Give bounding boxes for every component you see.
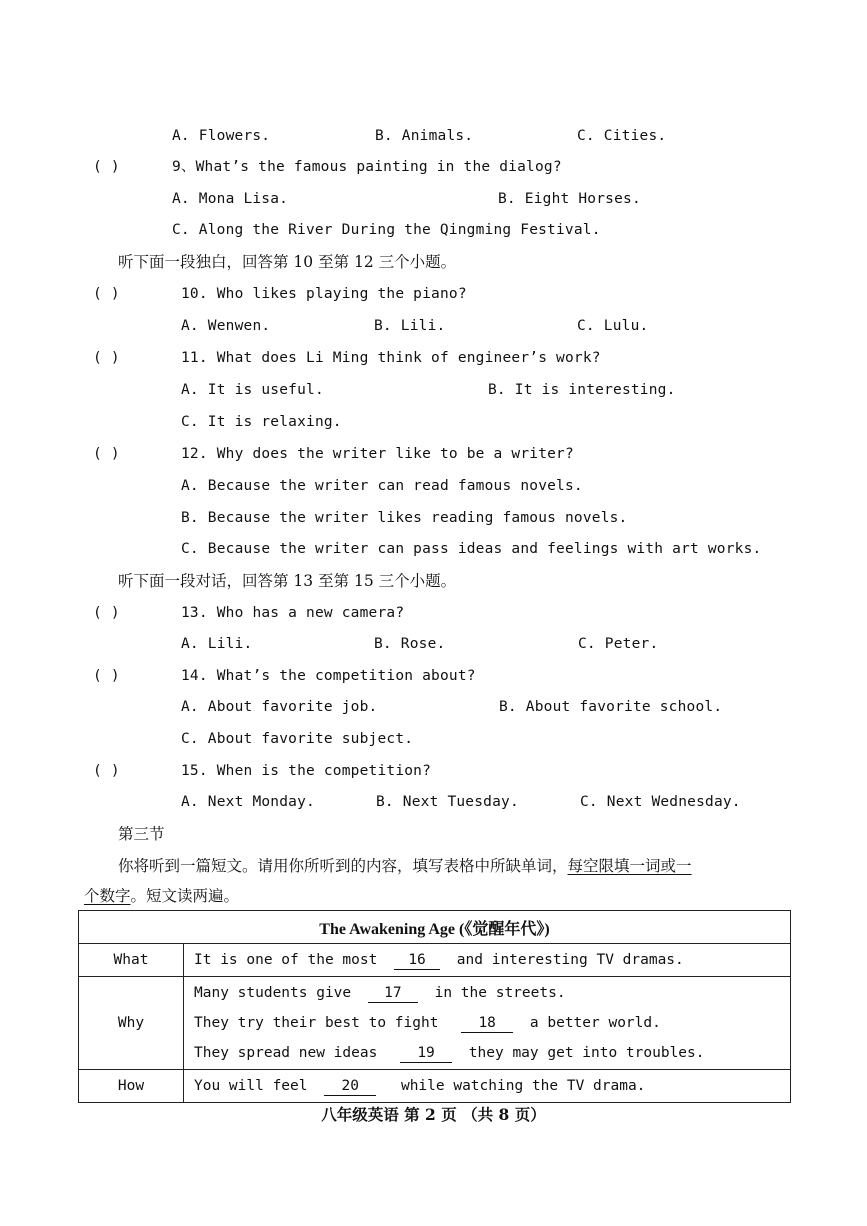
q14-stem: 14. What’s the competition about? [181,668,476,684]
q13-option-b: B. Rose. [374,636,446,652]
q12-option-b: B. Because the writer likes reading famous novels. [181,510,628,526]
q12-option-a: A. Because the writer can read famous novels. [181,478,583,494]
q9-answer-paren[interactable]: ( ) [93,159,120,175]
row-content-how [184,1070,791,1103]
page-footer: 八年级英语 第 2 页 （共 8 页） [321,1105,546,1124]
section-3-desc-part1: 你将听到一篇短文。请用你所听到的内容，填写表格中所缺单词， [118,857,568,875]
q11-stem: 11. What does Li Ming think of engineer’s work? [181,350,601,366]
line-text-before: They try their best to fight [194,1015,439,1031]
section-3-desc-line1 [118,856,692,876]
section-3-desc-part2: 。短文读两遍。 [130,887,240,905]
q12-option-c: C. Because the writer can pass ideas and feelings with art works. [181,541,762,557]
section-3-title: 第三节 [118,825,165,843]
section-3-desc-underlined-1: 每空限填一词或一 [567,857,692,875]
blank-19[interactable]: 19 [400,1044,452,1063]
section-3-desc-underlined-2: 个数字 [84,887,131,905]
q12-stem: 12. Why does the writer like to be a writer? [181,446,574,462]
table-title: The Awakening Age (《觉醒年代》) [79,911,791,944]
q13-option-a: A. Lili. [181,636,253,652]
q9-option-b: B. Eight Horses. [498,191,641,207]
blank-16[interactable]: 16 [394,951,440,970]
table-line [194,1038,789,1068]
table-line [194,978,789,1008]
row-content-what [184,944,791,977]
q11-option-b: B. It is interesting. [488,382,676,398]
q9-stem: 9、What’s the famous painting in the dialog? [172,159,562,175]
line-text-after: while watching the TV drama. [400,1078,646,1094]
q13-stem: 13. Who has a new camera? [181,605,405,621]
line-text-before: It is one of the most [194,952,378,968]
q13-answer-paren[interactable]: ( ) [93,605,120,621]
q14-answer-paren[interactable]: ( ) [93,668,120,684]
q15-stem: 15. When is the competition? [181,763,432,779]
q8-option-b: B. Animals. [375,128,474,144]
table-line [194,1071,789,1101]
table-line [194,945,789,975]
line-text-before: They spread new ideas [194,1045,378,1061]
row-label-how: How [79,1070,184,1103]
section-3-desc-line2 [84,886,239,906]
q11-answer-paren[interactable]: ( ) [93,350,120,366]
q8-option-a: A. Flowers. [172,128,271,144]
q15-answer-paren[interactable]: ( ) [93,763,120,779]
q10-answer-paren[interactable]: ( ) [93,286,120,302]
q14-option-a: A. About favorite job. [181,699,378,715]
q11-option-a: A. It is useful. [181,382,324,398]
q13-option-c: C. Peter. [578,636,659,652]
q9-option-a: A. Mona Lisa. [172,191,289,207]
instruction-dialogue: 听下面一段对话，回答第 13 至第 15 三个小题。 [118,572,457,590]
q14-option-b: B. About favorite school. [499,699,723,715]
row-label-why: Why [79,977,184,1070]
fill-in-table [78,910,791,1103]
q12-answer-paren[interactable]: ( ) [93,446,120,462]
line-text-after: a better world. [529,1015,661,1031]
row-label-what: What [79,944,184,977]
q11-option-c: C. It is relaxing. [181,414,342,430]
line-text-before: Many students give [194,985,352,1001]
line-text-before: You will feel [194,1078,308,1094]
blank-18[interactable]: 18 [461,1014,513,1033]
line-text-after: in the streets. [434,985,566,1001]
line-text-after: they may get into troubles. [468,1045,705,1061]
q10-option-b: B. Lili. [374,318,446,334]
instruction-monologue: 听下面一段独白，回答第 10 至第 12 三个小题。 [118,253,457,271]
q10-stem: 10. Who likes playing the piano? [181,286,467,302]
blank-17[interactable]: 17 [368,984,418,1003]
blank-20[interactable]: 20 [324,1077,376,1096]
q15-option-c: C. Next Wednesday. [580,794,741,810]
q10-option-c: C. Lulu. [577,318,649,334]
row-content-why [184,977,791,1070]
q8-option-c: C. Cities. [577,128,667,144]
q15-option-a: A. Next Monday. [181,794,315,810]
q10-option-a: A. Wenwen. [181,318,271,334]
table-line [194,1008,789,1038]
q9-option-c: C. Along the River During the Qingming Festival. [172,222,601,238]
q14-option-c: C. About favorite subject. [181,731,414,747]
q15-option-b: B. Next Tuesday. [376,794,519,810]
line-text-after: and interesting TV dramas. [456,952,684,968]
